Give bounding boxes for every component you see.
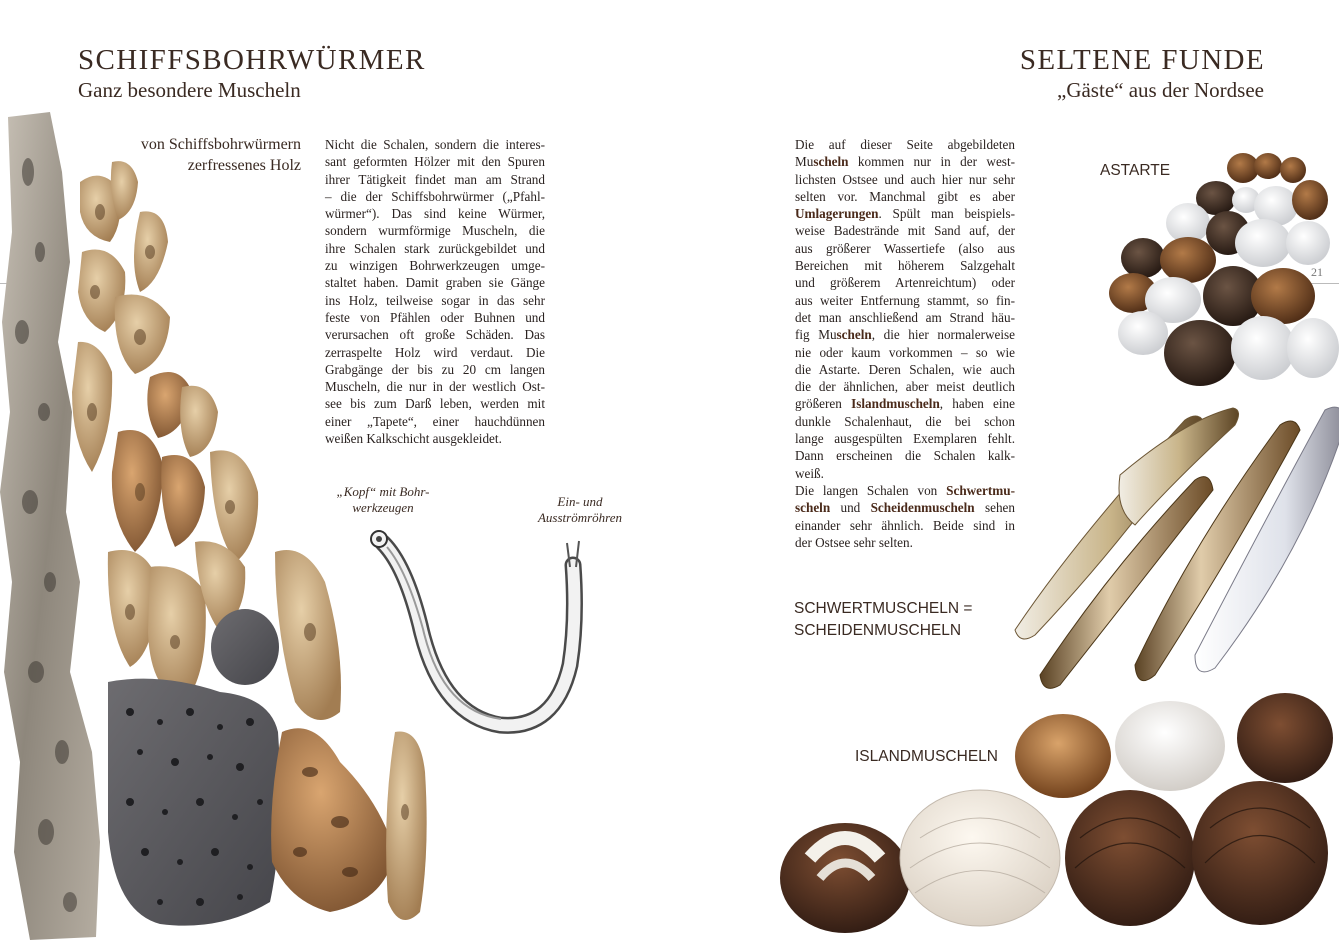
razor-clams-photo (1005, 400, 1339, 690)
text-line: feste von Pfählen oder Buhnen und (325, 309, 545, 325)
text-line: see bis zum Darß leben, werden mit (325, 396, 545, 412)
text-line: lichsten Ostsee und auch hier nur sehr (795, 171, 1015, 187)
text-line: größeren Islandmuscheln, haben eine (795, 396, 1015, 412)
text-line: verursachen oft große Schäden. Das (325, 327, 545, 343)
text-line: weiß. (795, 465, 824, 481)
text-line: Umlagerungen. Spült man beispiels- (795, 206, 1015, 222)
label-razor-clams (794, 598, 972, 642)
text-line: dunkle Schalenhaut, die bei schon (795, 413, 1015, 429)
text-line: ihre Schalen stark zurückgebildet und (325, 240, 545, 256)
page-number-right: 21 (1311, 265, 1323, 279)
label-siphons (520, 494, 640, 526)
label-line: Ausströmröhren (537, 510, 623, 525)
body-text-right (795, 136, 1015, 551)
label-head-tools (318, 484, 448, 516)
label-iceland-clams: ISLANDMUSCHELN (855, 748, 998, 765)
text-line: Nicht die Schalen, sondern die interes- (325, 137, 545, 152)
text-line: nie oder kaum vorkommen – so wie (795, 344, 1015, 360)
text-line: – die der Schiffsbohrwürmer („Pfahl- (325, 188, 545, 204)
text-line: scheln und Scheidenmuscheln sehen (795, 500, 1015, 516)
label-line: SCHEIDENMUSCHELN (794, 622, 962, 639)
text-line: weißen Kalkschicht ausgekleidet. (325, 431, 502, 447)
text-line: staltet haben. Damit graben sie Gänge (325, 275, 545, 291)
iceland-clams-photo (780, 688, 1339, 943)
text-line: zu winzigen Bohrwerkzeugen umge- (325, 258, 545, 274)
wood-caption-line: zerfressenes Holz (187, 157, 301, 174)
text-line: ihrer Tätigkeit findet man am Strand (325, 171, 545, 187)
label-line: SCHWERTMUSCHELN = (794, 600, 973, 617)
text-line: Muscheln, die nur in der westlich Ost- (325, 379, 545, 395)
text-line: einer „Tapete“, einer hauchdünnen (325, 413, 545, 429)
text-line: lange ausgespülten Exemplaren fehlt. (795, 431, 1015, 447)
text-line: ins Holz, teilweise sogar in das sehr (325, 292, 545, 308)
text-line: weise Badestrände mit Sand auf, der (795, 223, 1015, 239)
label-line: „Kopf“ mit Bohr- (336, 484, 430, 499)
text-line: und größerem Artenreichtum) oder (795, 275, 1015, 291)
page-title-left: SCHIFFSBOHRWÜRMER (78, 44, 426, 76)
text-line: Die langen Schalen von Schwertmu- (795, 482, 1015, 498)
text-line: det man anschließend am Strand häu- (795, 309, 1015, 325)
text-line: Bereichen mit höherem Salzgehalt (795, 258, 1015, 274)
page-subtitle-left: Ganz besondere Muscheln (78, 78, 301, 102)
text-line: aus weiter Entfernung stammt, so fin- (795, 292, 1015, 308)
label-astarte: ASTARTE (1100, 162, 1171, 179)
label-line: Ein- und (557, 494, 603, 509)
astarte-shells-photo (1098, 148, 1338, 393)
page-title-right: SELTENE FUNDE (1019, 44, 1265, 76)
bored-wood-photo (0, 112, 420, 942)
text-line: einander sehr ähnlich. Beide sind in (795, 517, 1015, 533)
text-line: die der ähnlichen, aber meist deutlich (795, 379, 1015, 395)
text-line: Dann erscheinen die Schalen kalk- (795, 448, 1015, 464)
text-line: sondern wurmförmige Muscheln, die (325, 223, 545, 239)
text-line: Muscheln kommen nur in der west- (795, 154, 1015, 170)
text-line: Grabgänge der bis zu 20 cm langen (325, 361, 545, 377)
page-subtitle-right: „Gäste“ aus der Nordsee (1057, 78, 1264, 102)
shipworm-illustration (365, 525, 605, 755)
text-line: zerraspelte Holz wird verdaut. Die (325, 344, 545, 360)
text-line: die Astarte. Deren Schalen, wie auch (795, 361, 1015, 377)
text-line: Die auf dieser Seite abgebildeten (795, 137, 1015, 152)
text-line: selten vor. Manchmal gibt es aber (795, 188, 1015, 204)
wood-caption-line: von Schiffsbohrwürmern (140, 136, 301, 153)
text-line: der Ostsee sehr selten. (795, 534, 913, 550)
label-line: werkzeugen (352, 500, 414, 515)
text-line: aus größerer Wassertiefe (also aus (795, 240, 1015, 256)
right-page (670, 0, 1339, 945)
text-line: würmer“). Das sind keine Würmer, (325, 206, 545, 222)
text-line: fig Muscheln, die hier normalerweise (795, 327, 1015, 343)
text-line: sant geformten Hölzer mit den Spuren (325, 154, 545, 170)
